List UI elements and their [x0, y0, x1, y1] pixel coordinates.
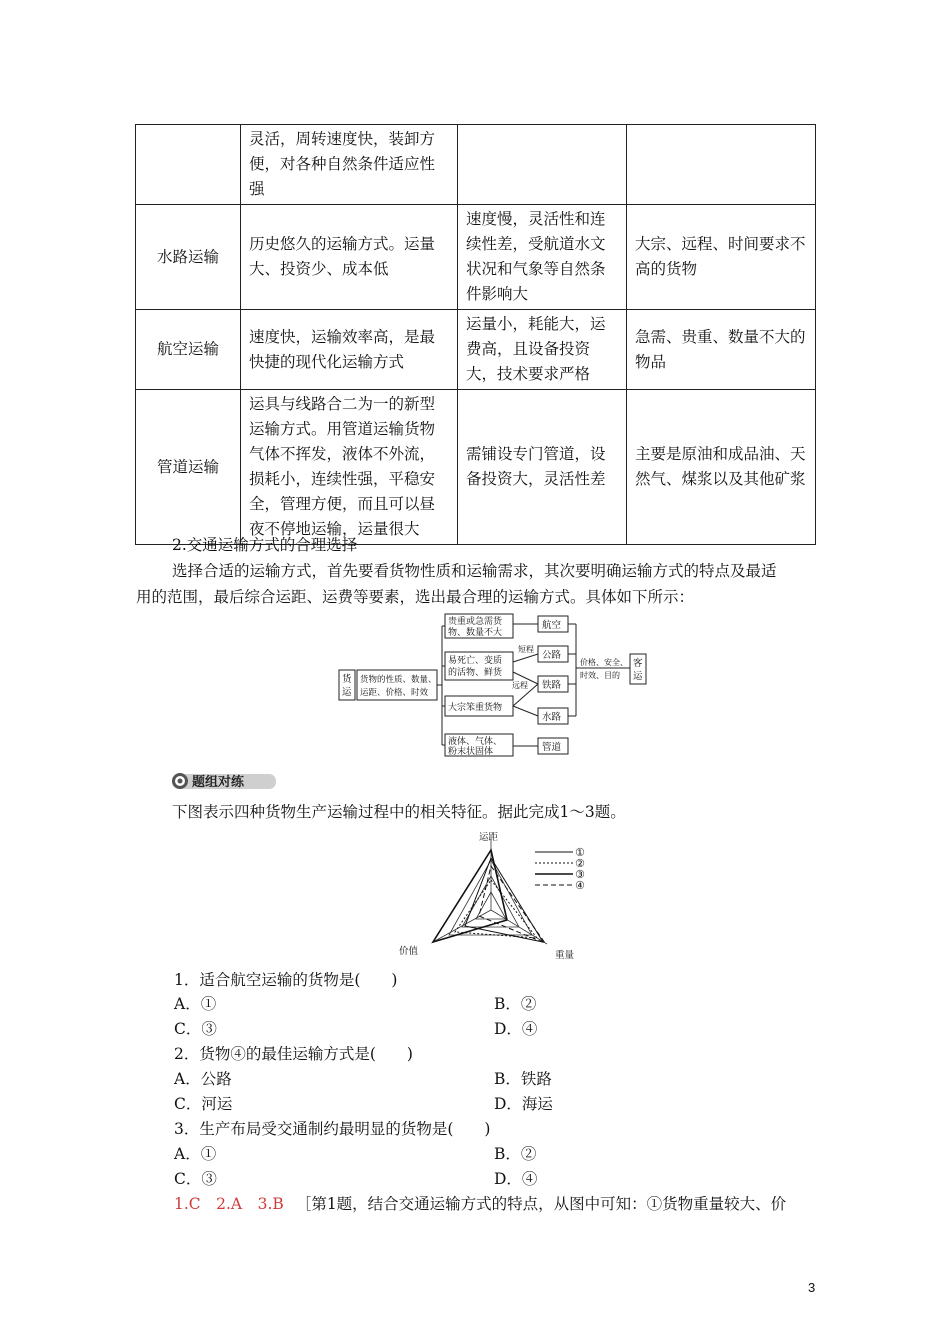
criteria-label-a: 货物的性质、数量、	[360, 675, 437, 685]
suitable-cell: 急需、贵重、数量不大的物品	[627, 310, 816, 390]
answer-line	[174, 1192, 786, 1216]
group-label-bulky: 大宗笨重货物	[448, 703, 503, 713]
transport-comparison-table	[135, 124, 816, 545]
radar-chart	[395, 830, 605, 962]
cargo-label-b: 运	[342, 687, 352, 698]
badge-label: 题组对练	[192, 775, 245, 790]
mode-label-air: 航空	[542, 620, 562, 631]
passenger-criteria-b: 时效、目的	[580, 671, 620, 680]
question-3-option-d: D．④	[494, 1170, 538, 1188]
question-1-option-a: A．①	[174, 995, 217, 1013]
suitable-cell: 主要是原油和成品油、天然气、煤浆以及其他矿浆	[627, 390, 816, 545]
table-row	[136, 310, 816, 390]
mode-cell: 管道运输	[136, 390, 241, 545]
passenger-label-a: 客	[633, 658, 643, 669]
short-distance-label: 短程	[518, 645, 534, 654]
mode-label-road: 公路	[542, 650, 562, 661]
axis-label-value: 价值	[399, 946, 419, 957]
passenger-label-b: 运	[633, 671, 643, 682]
section-heading: 2.交通运输方式的合理选择	[172, 536, 358, 554]
question-2-option-b: B．铁路	[494, 1070, 552, 1088]
page-number: 3	[808, 1280, 816, 1295]
legend-2: ②	[575, 857, 585, 870]
disadvantage-cell: 需铺设专门管道，设备投资大，灵活性差	[458, 390, 627, 545]
mode-label-pipe: 管道	[542, 742, 562, 753]
question-1-stem: 1．适合航空运输的货物是( )	[174, 971, 398, 989]
mode-cell	[136, 125, 241, 205]
group-label-perishable-a: 易死亡、变质	[448, 656, 503, 666]
group-label-fluid-b: 粉末状固体	[448, 747, 494, 757]
table-row	[136, 125, 816, 205]
suitable-cell: 大宗、远程、时间要求不高的货物	[627, 205, 816, 310]
mode-cell: 航空运输	[136, 310, 241, 390]
cargo-label-a: 货	[342, 674, 352, 685]
practice-intro: 下图表示四种货物生产运输过程中的相关特征。据此完成1～3题。	[172, 803, 626, 821]
advantage-cell: 灵活，周转速度快，装卸方便，对各种自然条件适应性强	[241, 125, 458, 205]
mode-label-rail: 铁路	[542, 680, 562, 691]
question-3-option-c: C．③	[174, 1170, 217, 1188]
group-label-fluid-a: 液体、气体、	[448, 737, 503, 747]
table-row	[136, 390, 816, 545]
axis-label-weight: 重量	[555, 950, 575, 961]
question-2-option-a: A．公路	[174, 1070, 232, 1088]
answer-keys: 1.C 2.A 3.B	[174, 1195, 284, 1213]
advantage-cell: 速度快，运输效率高，是最快捷的现代化运输方式	[241, 310, 458, 390]
answer-explanation: ［第1题，结合交通运输方式的特点，从图中可知：①货物重量较大、价	[295, 1195, 787, 1213]
group-label-perishable-b: 的活物、鲜货	[448, 668, 503, 678]
table-row	[136, 205, 816, 310]
paragraph-line: 用的范围，最后综合运距、运费等要素，选出最合理的运输方式。具体如下所示：	[136, 588, 695, 606]
paragraph-line: 选择合适的运输方式，首先要看货物性质和运输需求，其次要明确运输方式的特点及最适	[172, 562, 777, 580]
axis-value	[433, 910, 491, 942]
question-2-option-c: C．河运	[174, 1095, 233, 1113]
long-distance-label: 远程	[512, 681, 528, 690]
practice-badge	[170, 771, 278, 791]
question-1-option-c: C．③	[174, 1020, 217, 1038]
question-1-option-b: B．②	[494, 995, 537, 1013]
disadvantage-cell: 运量小，耗能大，运费高，且设备投资大，技术要求严格	[458, 310, 627, 390]
advantage-cell: 运具与线路合二为一的新型运输方式。用管道运输货物气体不挥发，液体不外流，损耗小，连续性强，平稳安全，管理方便，而且可以昼夜不停地运输，运量很大	[241, 390, 458, 545]
passenger-criteria-a: 价格、安全、	[580, 658, 628, 667]
disadvantage-cell: 速度慢，灵活性和连续性差，受航道水文状况和气象等自然条件影响大	[458, 205, 627, 310]
legend-4: ④	[575, 879, 585, 892]
advantage-cell: 历史悠久的运输方式。运量大、投资少、成本低	[241, 205, 458, 310]
mode-cell: 水路运输	[136, 205, 241, 310]
question-3-option-a: A．①	[174, 1145, 217, 1163]
legend-3: ③	[575, 868, 585, 881]
group-label-valuable-a: 贵重或急需货	[448, 617, 503, 627]
mode-label-water: 水路	[542, 712, 562, 723]
question-2-option-d: D．海运	[494, 1095, 553, 1113]
question-2-stem: 2．货物④的最佳运输方式是( )	[174, 1045, 413, 1063]
question-1-option-d: D．④	[494, 1020, 538, 1038]
legend-1: ①	[575, 846, 585, 859]
suitable-cell	[627, 125, 816, 205]
transport-selection-diagram	[330, 610, 660, 762]
group-label-valuable-b: 物、数量不大	[448, 628, 503, 638]
question-3-option-b: B．②	[494, 1145, 537, 1163]
disadvantage-cell	[458, 125, 627, 205]
series-3	[433, 850, 507, 942]
criteria-label-b: 运距、价格、时效	[360, 688, 429, 698]
axis-label-distance: 运距	[479, 832, 499, 843]
question-3-stem: 3．生产布局受交通制约最明显的货物是( )	[174, 1120, 491, 1138]
series-4	[479, 866, 545, 943]
